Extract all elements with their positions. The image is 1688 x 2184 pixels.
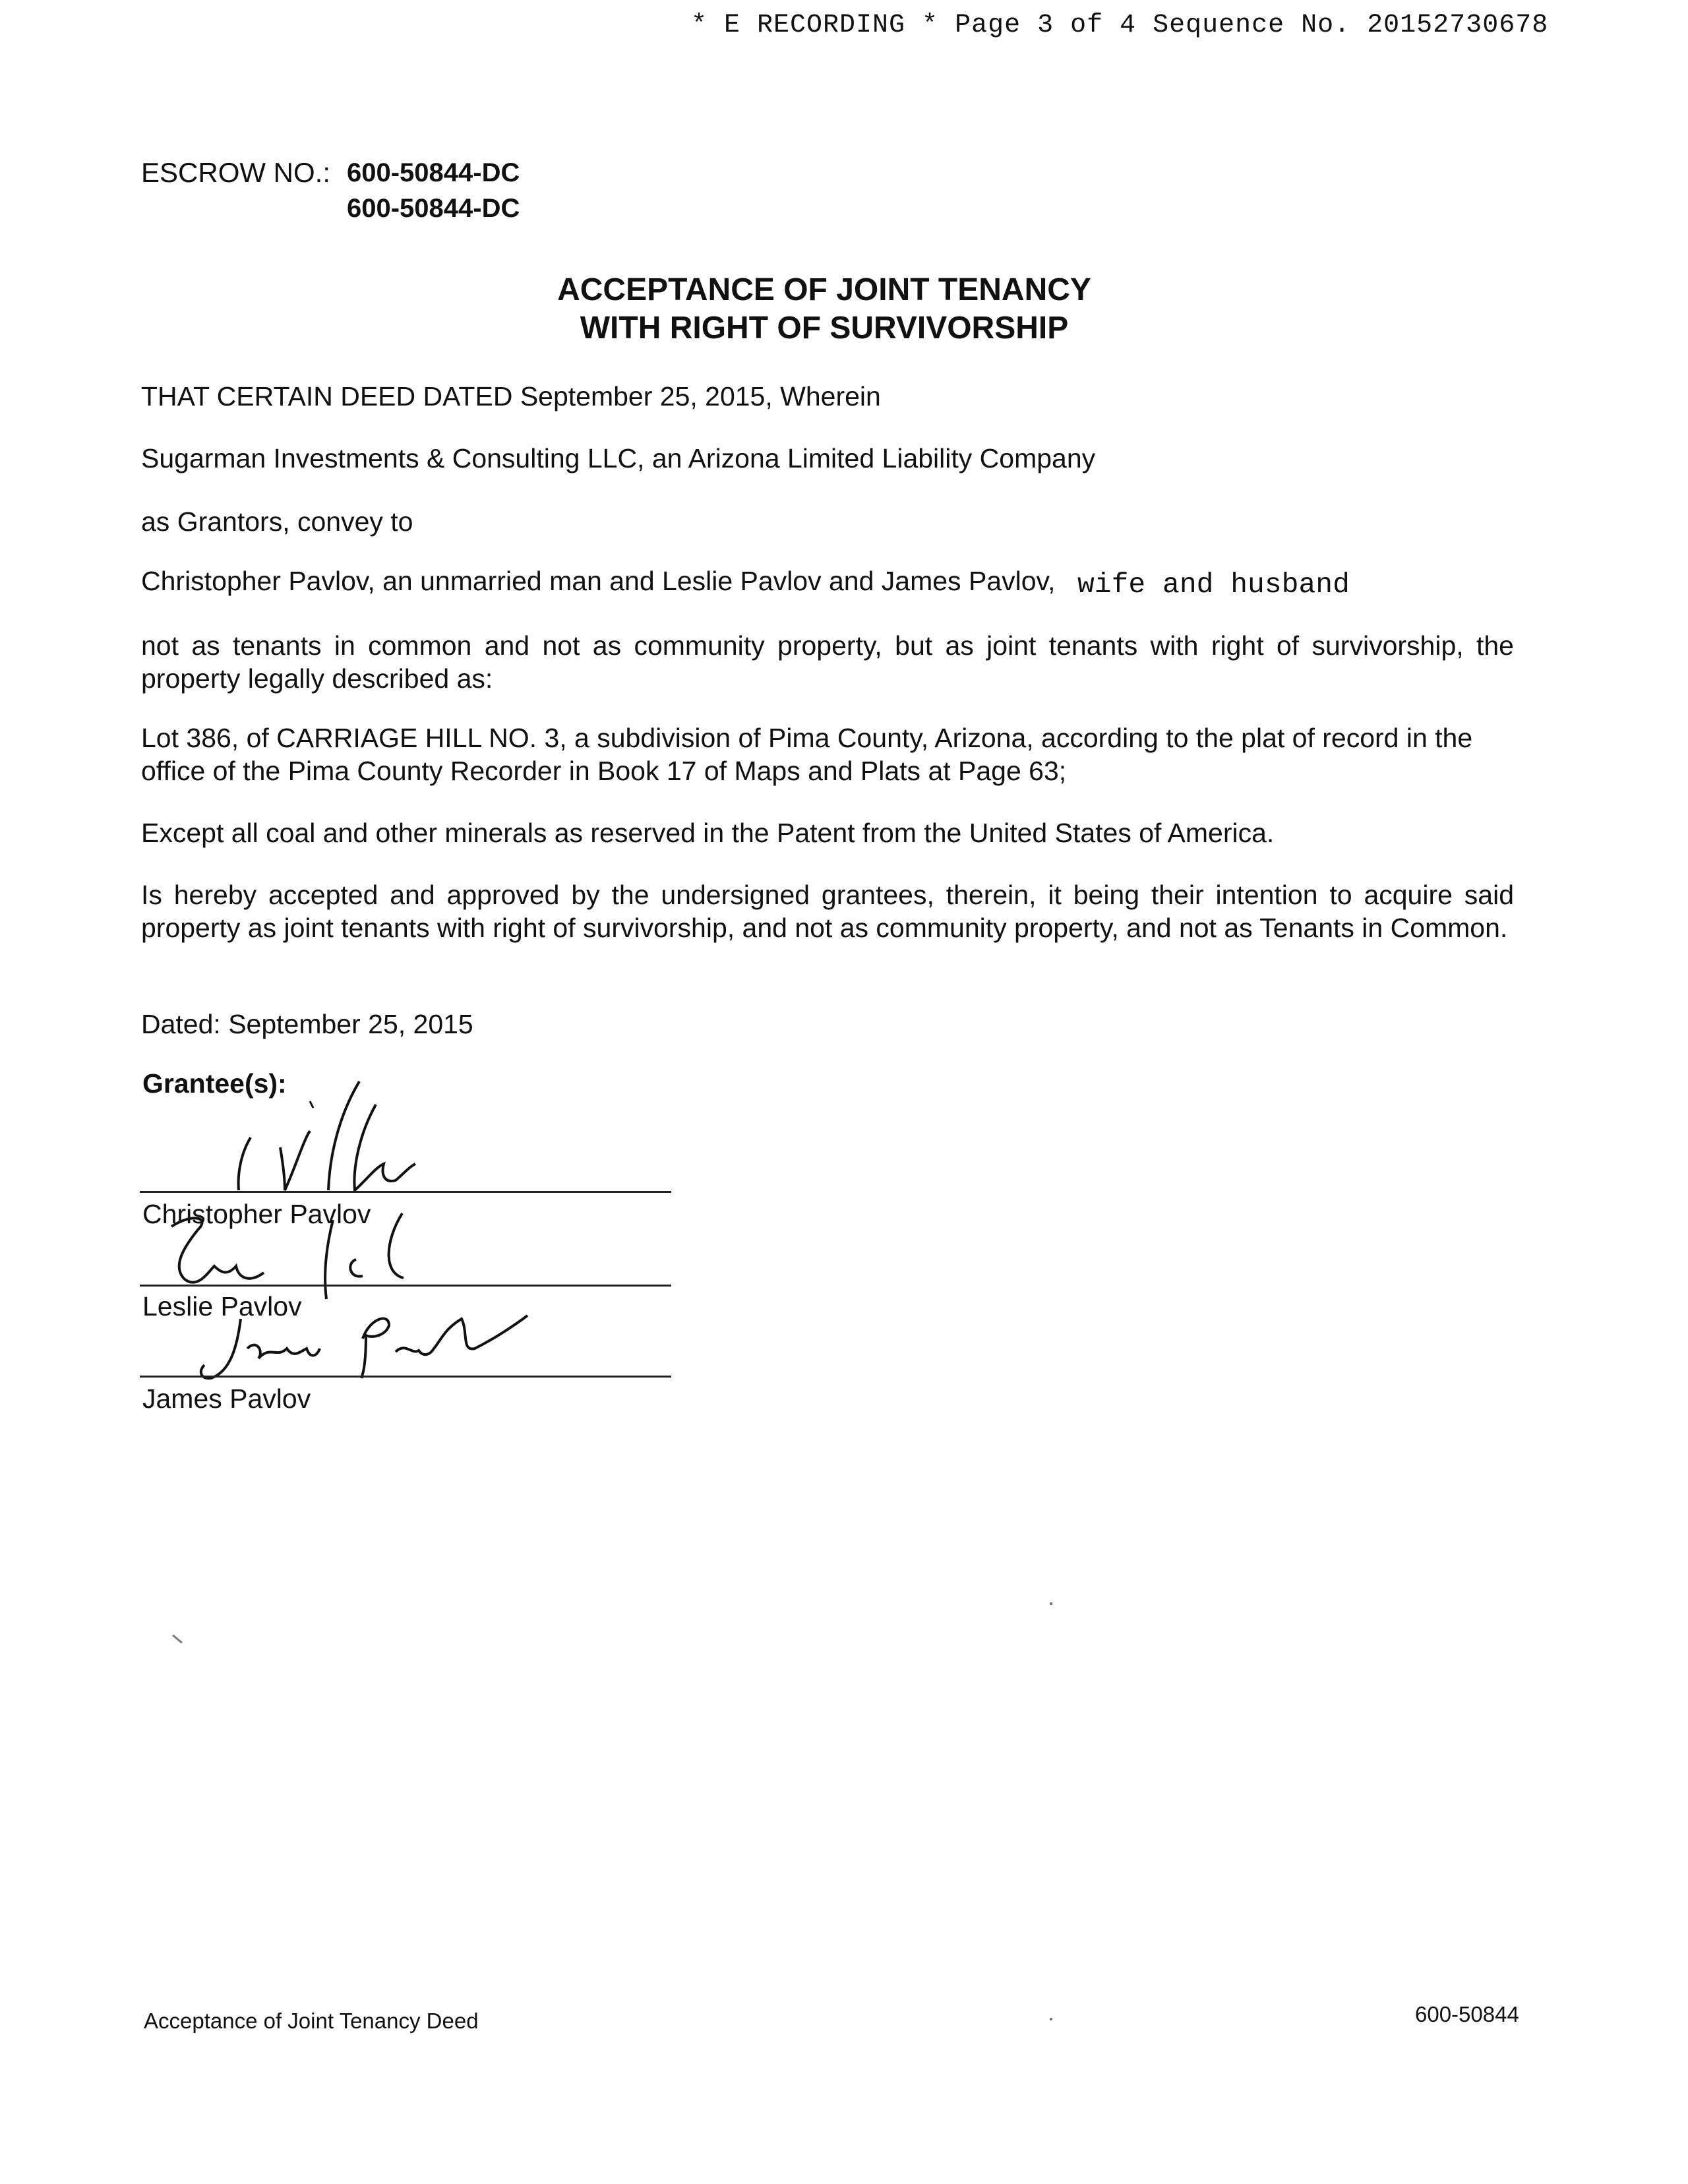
scan-speck <box>1050 1602 1052 1605</box>
dated-line: Dated: September 25, 2015 <box>141 1009 473 1039</box>
acceptance-paragraph: Is hereby accepted and approved by the undersigned grantees, therein, it being their intention to acquire said property as joint tenants with right of survivorship, and not as community property, and not as Tenants in Common. <box>141 880 1514 943</box>
signature-line-3 <box>140 1376 671 1378</box>
escrow-number-1: 600-50844-DC <box>347 158 520 187</box>
signature-christopher <box>211 1068 475 1200</box>
grantees-typed-insert: wife and husband <box>1077 568 1350 601</box>
escrow-label: ESCROW NO.: <box>141 157 331 188</box>
signer-name-1: Christopher Pavlov <box>142 1199 371 1229</box>
escrow-number-2: 600-50844-DC <box>347 194 520 223</box>
signer-name-2: Leslie Pavlov <box>142 1291 302 1321</box>
mineral-exception-paragraph: Except all coal and other minerals as reserved in the Patent from the United States of America. <box>141 818 1275 848</box>
footer-escrow-number: 600-50844 <box>1415 2002 1519 2026</box>
document-title-line1: ACCEPTANCE OF JOINT TENANCY <box>557 272 1091 307</box>
grantees-paragraph: Christopher Pavlov, an unmarried man and Leslie Pavlov and James Pavlov, <box>141 566 1056 596</box>
signature-leslie <box>158 1200 422 1306</box>
scan-speck <box>172 1635 183 1644</box>
legal-description-paragraph: Lot 386, of CARRIAGE HILL NO. 3, a subdivision of Pima County, Arizona, according to the plat of record in the office of the Pima County Recorder in Book 17 of Maps and Plats at Page 63; <box>141 723 1473 786</box>
grantees-heading: Grantee(s): <box>142 1068 287 1099</box>
signature-line-1 <box>140 1191 671 1193</box>
signature-line-2 <box>140 1285 671 1287</box>
deed-date-paragraph: THAT CERTAIN DEED DATED September 25, 2015, Wherein <box>141 381 881 411</box>
scan-speck <box>1050 2018 1052 2020</box>
tenancy-paragraph: not as tenants in common and not as community property, but as joint tenants with right of survivorship, the property legally described as: <box>141 630 1514 694</box>
footer-document-name: Acceptance of Joint Tenancy Deed <box>144 2009 479 2033</box>
grantor-paragraph: Sugarman Investments & Consulting LLC, an Arizona Limited Liability Company <box>141 443 1096 473</box>
document-title-line2: WITH RIGHT OF SURVIVORSHIP <box>580 311 1069 346</box>
signer-name-3: James Pavlov <box>142 1383 311 1414</box>
convey-paragraph: as Grantors, convey to <box>141 506 413 537</box>
recording-header: * E RECORDING * Page 3 of 4 Sequence No. 20152730678 <box>691 11 1549 40</box>
